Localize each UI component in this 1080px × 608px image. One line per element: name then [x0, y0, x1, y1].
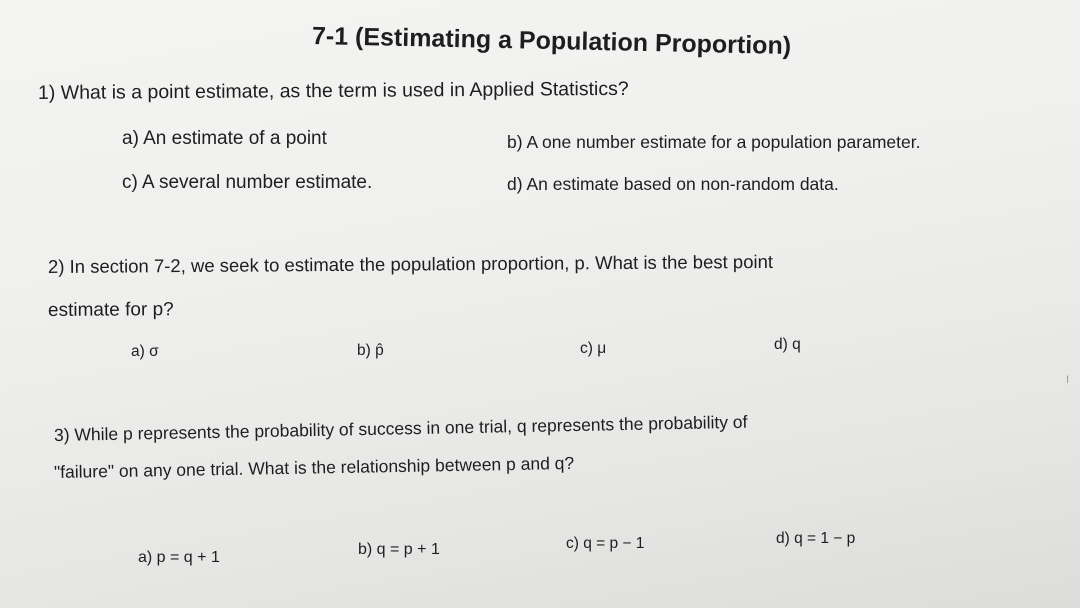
question-3-option-b: b) q = p + 1 — [358, 541, 440, 558]
question-2-option-b: b) p̂ — [357, 342, 384, 359]
margin-mark: I — [1066, 374, 1070, 386]
question-3-option-d: d) q = 1 − p — [776, 530, 856, 547]
worksheet-title: 7-1 (Estimating a Population Proportion) — [311, 22, 792, 61]
question-3-prompt-line-1: 3) While p represents the probability of success in one trial, q represents the probability of — [53, 411, 748, 445]
question-1-option-a: a) An estimate of a point — [122, 128, 327, 149]
question-2-option-c: c) μ — [580, 340, 607, 357]
question-1-option-b: b) A one number estimate for a population parameter. — [507, 132, 921, 152]
question-3-option-a: a) p = q + 1 — [138, 549, 220, 566]
question-2-option-d: d) q — [774, 336, 801, 353]
question-3-option-c: c) q = p − 1 — [566, 535, 645, 552]
question-3-prompt-line-2: "failure" on any one trial. What is the relationship between p and q? — [53, 452, 575, 482]
question-1-option-d: d) An estimate based on non-random data. — [507, 174, 839, 194]
question-2-prompt-line-1: 2) In section 7-2, we seek to estimate the population proportion, p. What is the best point — [47, 250, 774, 277]
question-1-option-c: c) A several number estimate. — [122, 172, 373, 193]
question-2-prompt-line-2: estimate for p? — [47, 299, 174, 321]
question-1-prompt: 1) What is a point estimate, as the term is used in Applied Statistics? — [37, 77, 629, 104]
question-2-option-a: a) σ — [131, 343, 159, 360]
